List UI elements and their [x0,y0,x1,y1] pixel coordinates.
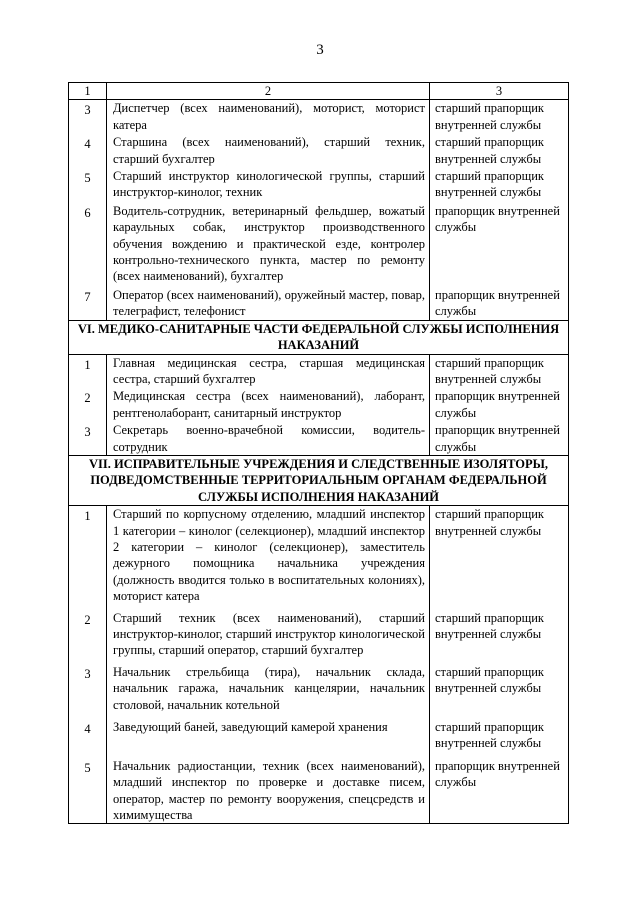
row-number: 1 [84,509,91,524]
row-number: 3 [84,103,91,118]
column-header-3: 3 [430,83,569,100]
row-number-cell [69,421,107,455]
position-title-cell [107,421,430,455]
rank-title: прапорщик внутренней службы [435,758,560,790]
rank-title: прапорщик внутренней службы [435,423,560,454]
rank-title-cell [430,506,569,605]
table-row [69,713,569,752]
column-header-2: 2 [107,83,430,100]
rank-title: прапорщик внутренней службы [435,287,560,319]
position-title-cell [107,354,430,387]
positions-table [68,82,569,824]
position-title: Водитель-сотрудник, ветеринарный фельдшер, вожатый караульных собак, инструктор производственного обучения вождению и практической езде, контролер контрольно-технического пункта, мастер по ремонту (всех наименований), бухгалтер [113,203,425,284]
rank-title-cell [430,421,569,455]
row-number-cell [69,752,107,824]
position-title: Главная медицинская сестра, старшая медицинская сестра, старший бухгалтер [113,355,425,386]
rank-title-cell [430,133,569,167]
table-row [69,659,569,713]
section-title: VI. МЕДИКО-САНИТАРНЫЕ ЧАСТИ ФЕДЕРАЛЬНОЙ СЛУЖБЫ ИСПОЛНЕНИЯ НАКАЗАНИЙ [69,320,569,354]
position-title-cell [107,167,430,201]
page-number: 3 [316,42,324,58]
rank-title: старший прапорщик внутренней службы [435,169,544,200]
rank-title-cell [430,659,569,713]
position-title-cell [107,506,430,605]
position-title: Диспетчер (всех наименований), моторист, моторист катера [113,101,425,132]
row-number-cell [69,285,107,320]
rank-title-cell [430,201,569,285]
rank-title-cell [430,605,569,659]
rank-title: старший прапорщик внутренней службы [435,664,544,696]
position-title: Старший инструктор кинологической группы, старший инструктор-кинолог, техник [113,169,425,200]
position-title: Медицинская сестра (всех наименований), лаборант, рентгенолаборант, санитарный инструктор [113,389,425,420]
position-title-cell [107,605,430,659]
rank-title: старший прапорщик внутренней службы [435,355,544,386]
row-number-cell [69,713,107,752]
section-title: VII. ИСПРАВИТЕЛЬНЫЕ УЧРЕЖДЕНИЯ И СЛЕДСТВЕННЫЕ ИЗОЛЯТОРЫ, ПОДВЕДОМСТВЕННЫЕ ТЕРРИТОРИАЛЬНЫМ ОРГАНАМ ФЕДЕРАЛЬНОЙ СЛУЖБЫ ИСПОЛНЕНИЯ НАКАЗАНИЙ [69,455,569,505]
row-number: 6 [84,205,91,220]
row-number-cell [69,605,107,659]
position-title-cell [107,659,430,713]
position-title: Старшина (всех наименований), старший техник, старший бухгалтер [113,135,425,166]
position-title-cell [107,285,430,320]
rank-title-cell [430,387,569,421]
row-number-cell [69,133,107,167]
position-title: Старший по корпусному отделению, младший инспектор 1 категории – кинолог (селекционер), младший инспектор 2 категории – кинолог (селекционер), заместитель дежурного помощника начальника учреждения (должность вводится только в воспитательных колониях), моторист катера [113,507,425,604]
rank-title-cell [430,713,569,752]
position-title: Секретарь военно-врачебной комиссии, водитель-сотрудник [113,423,425,454]
position-title-cell [107,133,430,167]
table-row [69,506,569,605]
row-number: 3 [84,425,91,440]
column-header-row [69,83,569,100]
column-header-1: 1 [69,83,107,100]
row-number: 1 [84,357,91,372]
row-number: 2 [84,391,91,406]
table-row [69,100,569,133]
rank-title: старший прапорщик внутренней службы [435,720,544,751]
row-number-cell [69,100,107,133]
position-title-cell [107,752,430,824]
position-title: Оператор (всех наименований), оружейный мастер, повар, телеграфист, телефонист [113,287,425,319]
table-row [69,201,569,285]
position-title: Начальник радиостанции, техник (всех наименований), младший инспектор по проверке и доставке писем, оператор, мастер по ремонту вооружения, спецсредств и химимущества [113,758,425,823]
table-row [69,752,569,824]
rank-title-cell [430,100,569,133]
rank-title: старший прапорщик внутренней службы [435,101,544,132]
row-number: 3 [84,666,91,681]
row-number-cell [69,167,107,201]
rank-title-cell [430,167,569,201]
table-row [69,167,569,201]
rank-title: прапорщик внутренней службы [435,203,560,235]
row-number-cell [69,354,107,387]
row-number-cell [69,659,107,713]
row-number-cell [69,387,107,421]
table-row [69,605,569,659]
position-title-cell [107,713,430,752]
row-number: 5 [84,760,91,775]
position-title: Старший техник (всех наименований), старший инструктор-кинолог, старший инструктор кинологической группы, старший оператор, старший бухгалтер [113,610,425,658]
table-row [69,285,569,320]
row-number-cell [69,506,107,605]
rank-title: старший прапорщик внутренней службы [435,610,544,641]
rank-title-cell [430,285,569,320]
rank-title-cell [430,354,569,387]
rank-title: старший прапорщик внутренней службы [435,507,544,538]
row-number: 7 [84,289,91,304]
table-row [69,354,569,387]
position-title: Начальник стрельбища (тира), начальник склада, начальник гаража, начальник канцелярии, начальник столовой, начальник котельной [113,664,425,712]
row-number-cell [69,201,107,285]
position-title-cell [107,100,430,133]
row-number: 5 [84,171,91,186]
position-title-cell [107,201,430,285]
section-header-row [69,455,569,505]
row-number: 4 [84,722,91,737]
rank-title: прапорщик внутренней службы [435,389,560,420]
section-header-row [69,320,569,354]
position-title: Заведующий баней, заведующий камерой хранения [113,720,388,735]
row-number: 2 [84,612,91,627]
row-number: 4 [84,137,91,152]
rank-title-cell [430,752,569,824]
rank-title: старший прапорщик внутренней службы [435,135,544,166]
table-row [69,387,569,421]
table-row [69,133,569,167]
table-row [69,421,569,455]
position-title-cell [107,387,430,421]
